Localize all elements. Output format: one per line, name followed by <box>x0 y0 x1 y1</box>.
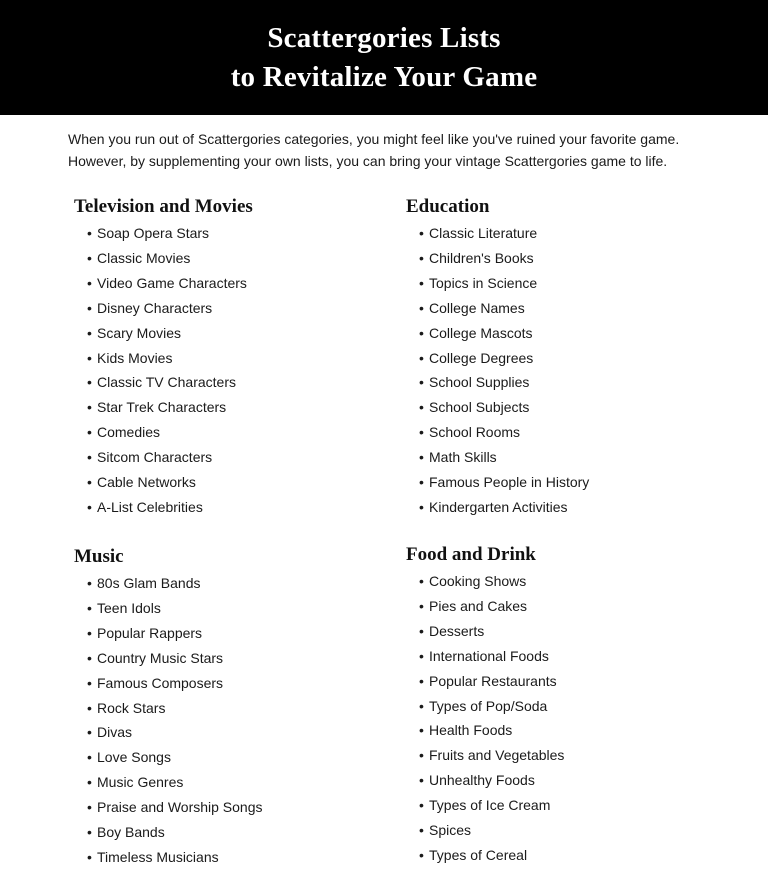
bullet-icon: • <box>419 374 424 391</box>
list-item <box>74 571 263 596</box>
list-item-label: Cable Networks <box>97 474 196 491</box>
category-list <box>74 571 263 870</box>
bullet-icon: • <box>87 848 92 865</box>
list-item <box>406 470 589 495</box>
bullet-icon: • <box>419 722 424 739</box>
list-item <box>74 321 253 346</box>
bullet-icon: • <box>419 697 424 714</box>
list-item-label: Classic Literature <box>429 225 538 241</box>
list-item-label: Comedies <box>97 424 161 441</box>
bullet-icon: • <box>419 498 424 515</box>
list-item-label: Video Game Characters <box>97 274 247 291</box>
bullet-icon: • <box>419 225 424 241</box>
section-music <box>74 545 263 870</box>
list-item-label: Sitcom Characters <box>97 449 213 466</box>
list-item <box>74 370 253 395</box>
list-item <box>406 370 589 395</box>
list-item-label: Country Music Stars <box>97 649 224 666</box>
list-item-label: Soap Opera Stars <box>97 225 210 241</box>
title-banner <box>0 0 768 115</box>
category-list <box>406 569 564 868</box>
list-item-label: Music Genres <box>97 774 184 791</box>
list-item-label: College Mascots <box>429 324 533 341</box>
list-item-label: Desserts <box>429 622 485 639</box>
bullet-icon: • <box>87 674 92 691</box>
list-item-label: Love Songs <box>97 749 171 766</box>
bullet-icon: • <box>87 498 92 515</box>
bullet-icon: • <box>87 424 92 441</box>
list-item <box>406 296 589 321</box>
bullet-icon: • <box>419 622 424 639</box>
list-item-label: Kids Movies <box>97 349 173 366</box>
bullet-icon: • <box>419 597 424 614</box>
list-item <box>406 669 564 694</box>
bullet-icon: • <box>87 274 92 291</box>
section-television-and-movies <box>74 195 253 520</box>
list-item <box>74 696 263 721</box>
list-item <box>74 621 263 646</box>
bullet-icon: • <box>87 724 92 741</box>
list-item <box>406 619 564 644</box>
bullet-icon: • <box>87 324 92 341</box>
bullet-icon: • <box>419 647 424 664</box>
bullet-icon: • <box>419 299 424 316</box>
list-item <box>406 221 589 246</box>
list-item <box>406 420 589 445</box>
intro-line-2: However, by supplementing your own lists, you can bring your vintage Scattergories game to life. <box>68 153 668 169</box>
bullet-icon: • <box>419 349 424 366</box>
bullet-icon: • <box>87 624 92 641</box>
list-item-label: Famous Composers <box>97 674 224 691</box>
list-item-label: School Rooms <box>429 424 521 441</box>
list-item-label: 80s Glam Bands <box>97 575 201 591</box>
intro-line-1: When you run out of Scattergories categories, you might feel like you've ruined your favorite game. <box>68 131 680 147</box>
bullet-icon: • <box>87 749 92 766</box>
list-item <box>406 594 564 619</box>
section-heading: Music <box>74 546 124 567</box>
list-item-label: International Foods <box>429 647 549 664</box>
bullet-icon: • <box>87 599 92 616</box>
list-item-label: Classic TV Characters <box>97 374 237 391</box>
list-item-label: Types of Pop/Soda <box>429 697 548 714</box>
list-item-label: Types of Cereal <box>429 846 528 863</box>
list-item-label: Unhealthy Foods <box>429 772 535 789</box>
list-item <box>74 346 253 371</box>
list-item <box>74 395 253 420</box>
bullet-icon: • <box>87 449 92 466</box>
bullet-icon: • <box>419 324 424 341</box>
list-item <box>74 470 253 495</box>
list-item <box>406 395 589 420</box>
bullet-icon: • <box>419 747 424 764</box>
bullet-icon: • <box>87 374 92 391</box>
list-item <box>406 793 564 818</box>
list-item-label: Fruits and Vegetables <box>429 747 565 764</box>
list-item-label: Popular Rappers <box>97 624 203 641</box>
list-item <box>406 346 589 371</box>
list-item-label: School Subjects <box>429 399 530 416</box>
bullet-icon: • <box>87 699 92 716</box>
bullet-icon: • <box>87 299 92 316</box>
bullet-icon: • <box>419 474 424 491</box>
list-item <box>74 596 263 621</box>
bullet-icon: • <box>419 424 424 441</box>
list-item-label: Rock Stars <box>97 699 166 716</box>
list-item-label: Star Trek Characters <box>97 399 227 416</box>
section-education <box>406 195 589 520</box>
bullet-icon: • <box>87 399 92 416</box>
bullet-icon: • <box>419 573 424 589</box>
list-item-label: Scary Movies <box>97 324 182 341</box>
list-item-label: Famous People in History <box>429 474 590 491</box>
list-item <box>74 820 263 845</box>
bullet-icon: • <box>419 249 424 266</box>
list-item-label: Praise and Worship Songs <box>97 799 263 816</box>
list-item-label: Health Foods <box>429 722 513 739</box>
list-item <box>74 246 253 271</box>
list-item <box>74 296 253 321</box>
list-item-label: College Degrees <box>429 349 534 366</box>
list-item-label: Children's Books <box>429 249 534 266</box>
bullet-icon: • <box>419 846 424 863</box>
bullet-icon: • <box>419 672 424 689</box>
bullet-icon: • <box>87 249 92 266</box>
intro-paragraph <box>68 128 748 172</box>
bullet-icon: • <box>87 474 92 491</box>
list-item-label: School Supplies <box>429 374 530 391</box>
list-item <box>406 843 564 868</box>
list-item-label: College Names <box>429 299 525 316</box>
list-item <box>74 845 263 870</box>
list-item <box>406 694 564 719</box>
list-item-label: Spices <box>429 822 472 839</box>
list-item-label: Math Skills <box>429 449 497 466</box>
list-item <box>406 718 564 743</box>
list-item <box>74 770 263 795</box>
list-item <box>406 246 589 271</box>
list-item <box>74 671 263 696</box>
bullet-icon: • <box>87 649 92 666</box>
list-item <box>74 445 253 470</box>
list-item-label: A-List Celebrities <box>97 498 203 515</box>
list-item-label: Popular Restaurants <box>429 672 557 689</box>
page-title-line-2: to Revitalize Your Game <box>230 60 538 93</box>
list-item-label: Topics in Science <box>429 274 538 291</box>
list-item <box>74 646 263 671</box>
list-item-label: Divas <box>97 724 133 741</box>
section-heading: Education <box>406 196 490 217</box>
list-item-label: Teen Idols <box>97 599 161 616</box>
category-list <box>74 221 253 520</box>
list-item <box>406 644 564 669</box>
list-item <box>406 768 564 793</box>
list-item <box>406 743 564 768</box>
list-item <box>406 569 564 594</box>
bullet-icon: • <box>419 797 424 814</box>
page-title-line-1: Scattergories Lists <box>267 21 501 54</box>
bullet-icon: • <box>419 399 424 416</box>
bullet-icon: • <box>419 822 424 839</box>
list-item-label: Pies and Cakes <box>429 597 528 614</box>
section-heading: Food and Drink <box>406 544 536 565</box>
bullet-icon: • <box>419 449 424 466</box>
list-item-label: Kindergarten Activities <box>429 498 568 515</box>
bullet-icon: • <box>419 772 424 789</box>
list-item <box>406 818 564 843</box>
list-item <box>74 495 253 520</box>
bullet-icon: • <box>87 225 92 241</box>
list-item <box>406 445 589 470</box>
bullet-icon: • <box>87 824 92 841</box>
list-item <box>406 321 589 346</box>
bullet-icon: • <box>87 349 92 366</box>
list-item <box>74 271 253 296</box>
list-item <box>74 745 263 770</box>
section-heading: Television and Movies <box>74 196 253 217</box>
list-item <box>74 420 253 445</box>
bullet-icon: • <box>87 575 92 591</box>
section-food-and-drink <box>406 543 564 868</box>
bullet-icon: • <box>87 799 92 816</box>
list-item-label: Disney Characters <box>97 299 213 316</box>
bullet-icon: • <box>87 774 92 791</box>
list-item-label: Timeless Musicians <box>97 848 219 865</box>
list-item-label: Classic Movies <box>97 249 191 266</box>
list-item-label: Boy Bands <box>97 824 165 841</box>
list-item <box>406 495 589 520</box>
list-item <box>74 221 253 246</box>
list-item-label: Cooking Shows <box>429 573 527 589</box>
bullet-icon: • <box>419 274 424 291</box>
list-item <box>74 795 263 820</box>
list-item-label: Types of Ice Cream <box>429 797 551 814</box>
list-item <box>74 720 263 745</box>
category-list <box>406 221 589 520</box>
list-item <box>406 271 589 296</box>
